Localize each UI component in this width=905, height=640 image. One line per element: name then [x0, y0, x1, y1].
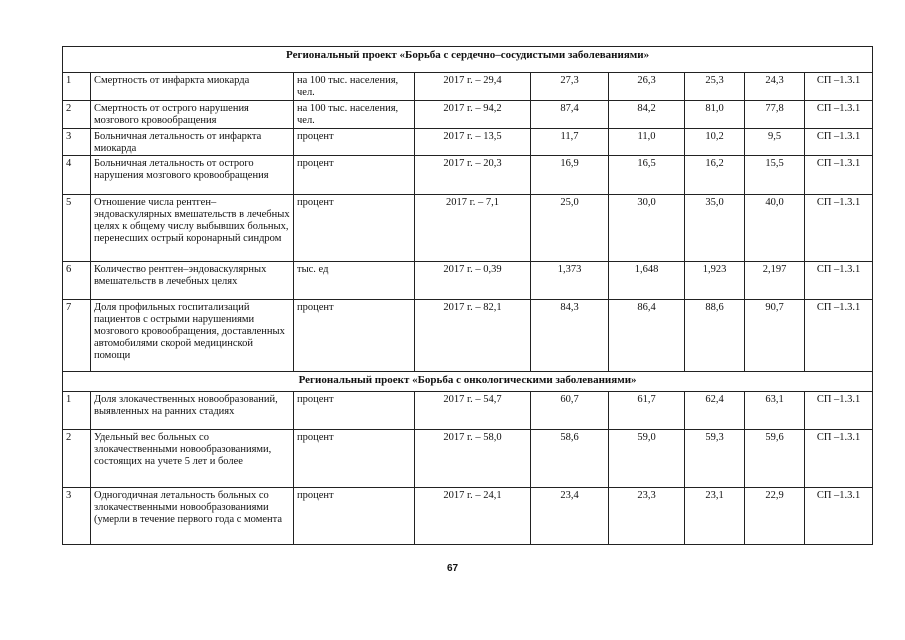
value-year-2: 86,4 [609, 300, 685, 372]
table-row [63, 156, 873, 195]
table-row [63, 300, 873, 372]
value-year-1: 58,6 [531, 430, 609, 488]
indicator-name: Больничная летальность от инфаркта миокарда [91, 129, 294, 156]
value-year-4: 22,9 [745, 488, 805, 545]
value-year-4: 40,0 [745, 195, 805, 262]
value-year-1: 23,4 [531, 488, 609, 545]
row-number: 3 [63, 488, 91, 545]
table-row [63, 392, 873, 430]
value-year-3: 25,3 [685, 73, 745, 101]
base-value: 2017 г. – 20,3 [415, 156, 531, 195]
value-year-2: 11,0 [609, 129, 685, 156]
row-number: 5 [63, 195, 91, 262]
reference-code: СП –1.3.1 [805, 195, 873, 262]
value-year-3: 16,2 [685, 156, 745, 195]
indicator-unit: на 100 тыс. населения, чел. [294, 73, 415, 101]
section-title: Региональный проект «Борьба с сердечно–сосудистыми заболеваниями» [63, 47, 873, 73]
indicator-name: Больничная летальность от острого нарушения мозгового кровообращения [91, 156, 294, 195]
indicator-name: Смертность от инфаркта миокарда [91, 73, 294, 101]
table-row [63, 129, 873, 156]
indicator-unit: процент [294, 300, 415, 372]
base-value: 2017 г. – 0,39 [415, 262, 531, 300]
row-number: 2 [63, 430, 91, 488]
indicator-unit: процент [294, 156, 415, 195]
value-year-4: 2,197 [745, 262, 805, 300]
indicator-unit: тыс. ед [294, 262, 415, 300]
value-year-1: 60,7 [531, 392, 609, 430]
value-year-3: 62,4 [685, 392, 745, 430]
reference-code: СП –1.3.1 [805, 262, 873, 300]
reference-code: СП –1.3.1 [805, 73, 873, 101]
value-year-2: 30,0 [609, 195, 685, 262]
value-year-4: 77,8 [745, 101, 805, 129]
indicators-table [62, 46, 873, 545]
section-title: Региональный проект «Борьба с онкологическими заболеваниями» [63, 372, 873, 392]
indicator-unit: на 100 тыс. населения, чел. [294, 101, 415, 129]
value-year-2: 16,5 [609, 156, 685, 195]
value-year-4: 63,1 [745, 392, 805, 430]
value-year-3: 23,1 [685, 488, 745, 545]
base-value: 2017 г. – 29,4 [415, 73, 531, 101]
indicator-name: Отношение числа рентген–эндоваскулярных вмешательств в лечебных целях к общему числу выбывших больных, перенесших острый коронарный синдром [91, 195, 294, 262]
value-year-4: 59,6 [745, 430, 805, 488]
value-year-1: 27,3 [531, 73, 609, 101]
indicator-name: Доля злокачественных новообразований, выявленных на ранних стадиях [91, 392, 294, 430]
base-value: 2017 г. – 13,5 [415, 129, 531, 156]
value-year-3: 1,923 [685, 262, 745, 300]
value-year-4: 24,3 [745, 73, 805, 101]
indicator-name: Доля профильных госпитализаций пациентов с острыми нарушениями мозгового кровообращения, доставленных автомобилями скорой медицинской помощи [91, 300, 294, 372]
row-number: 2 [63, 101, 91, 129]
indicator-name: Одногодичная летальность больных со злокачественными новообразованиями (умерли в течение первого года с момента [91, 488, 294, 545]
value-year-1: 1,373 [531, 262, 609, 300]
row-number: 1 [63, 73, 91, 101]
reference-code: СП –1.3.1 [805, 392, 873, 430]
reference-code: СП –1.3.1 [805, 156, 873, 195]
base-value: 2017 г. – 58,0 [415, 430, 531, 488]
row-number: 1 [63, 392, 91, 430]
indicator-name: Смертность от острого нарушения мозгового кровообращения [91, 101, 294, 129]
value-year-2: 59,0 [609, 430, 685, 488]
value-year-4: 9,5 [745, 129, 805, 156]
value-year-2: 26,3 [609, 73, 685, 101]
value-year-2: 84,2 [609, 101, 685, 129]
row-number: 4 [63, 156, 91, 195]
page-number: 67 [446, 563, 459, 574]
value-year-3: 88,6 [685, 300, 745, 372]
reference-code: СП –1.3.1 [805, 430, 873, 488]
section-title-row [63, 372, 873, 392]
table-row [63, 488, 873, 545]
value-year-1: 87,4 [531, 101, 609, 129]
table-row [63, 73, 873, 101]
indicator-unit: процент [294, 430, 415, 488]
indicator-unit: процент [294, 129, 415, 156]
table-row [63, 195, 873, 262]
row-number: 3 [63, 129, 91, 156]
indicator-name: Удельный вес больных со злокачественными новообразованиями, состоящих на учете 5 лет и более [91, 430, 294, 488]
value-year-2: 61,7 [609, 392, 685, 430]
table-row [63, 101, 873, 129]
base-value: 2017 г. – 24,1 [415, 488, 531, 545]
row-number: 6 [63, 262, 91, 300]
base-value: 2017 г. – 7,1 [415, 195, 531, 262]
reference-code: СП –1.3.1 [805, 300, 873, 372]
value-year-1: 16,9 [531, 156, 609, 195]
value-year-3: 81,0 [685, 101, 745, 129]
value-year-3: 10,2 [685, 129, 745, 156]
value-year-2: 1,648 [609, 262, 685, 300]
value-year-1: 11,7 [531, 129, 609, 156]
base-value: 2017 г. – 54,7 [415, 392, 531, 430]
section-title-row [63, 47, 873, 73]
base-value: 2017 г. – 82,1 [415, 300, 531, 372]
indicator-unit: процент [294, 392, 415, 430]
value-year-1: 25,0 [531, 195, 609, 262]
reference-code: СП –1.3.1 [805, 488, 873, 545]
indicator-unit: процент [294, 488, 415, 545]
reference-code: СП –1.3.1 [805, 101, 873, 129]
value-year-2: 23,3 [609, 488, 685, 545]
value-year-3: 35,0 [685, 195, 745, 262]
row-number: 7 [63, 300, 91, 372]
value-year-4: 90,7 [745, 300, 805, 372]
value-year-1: 84,3 [531, 300, 609, 372]
indicator-name: Количество рентген–эндоваскулярных вмешательств в лечебных целях [91, 262, 294, 300]
value-year-3: 59,3 [685, 430, 745, 488]
table-row [63, 430, 873, 488]
reference-code: СП –1.3.1 [805, 129, 873, 156]
indicator-unit: процент [294, 195, 415, 262]
table-row [63, 262, 873, 300]
value-year-4: 15,5 [745, 156, 805, 195]
base-value: 2017 г. – 94,2 [415, 101, 531, 129]
